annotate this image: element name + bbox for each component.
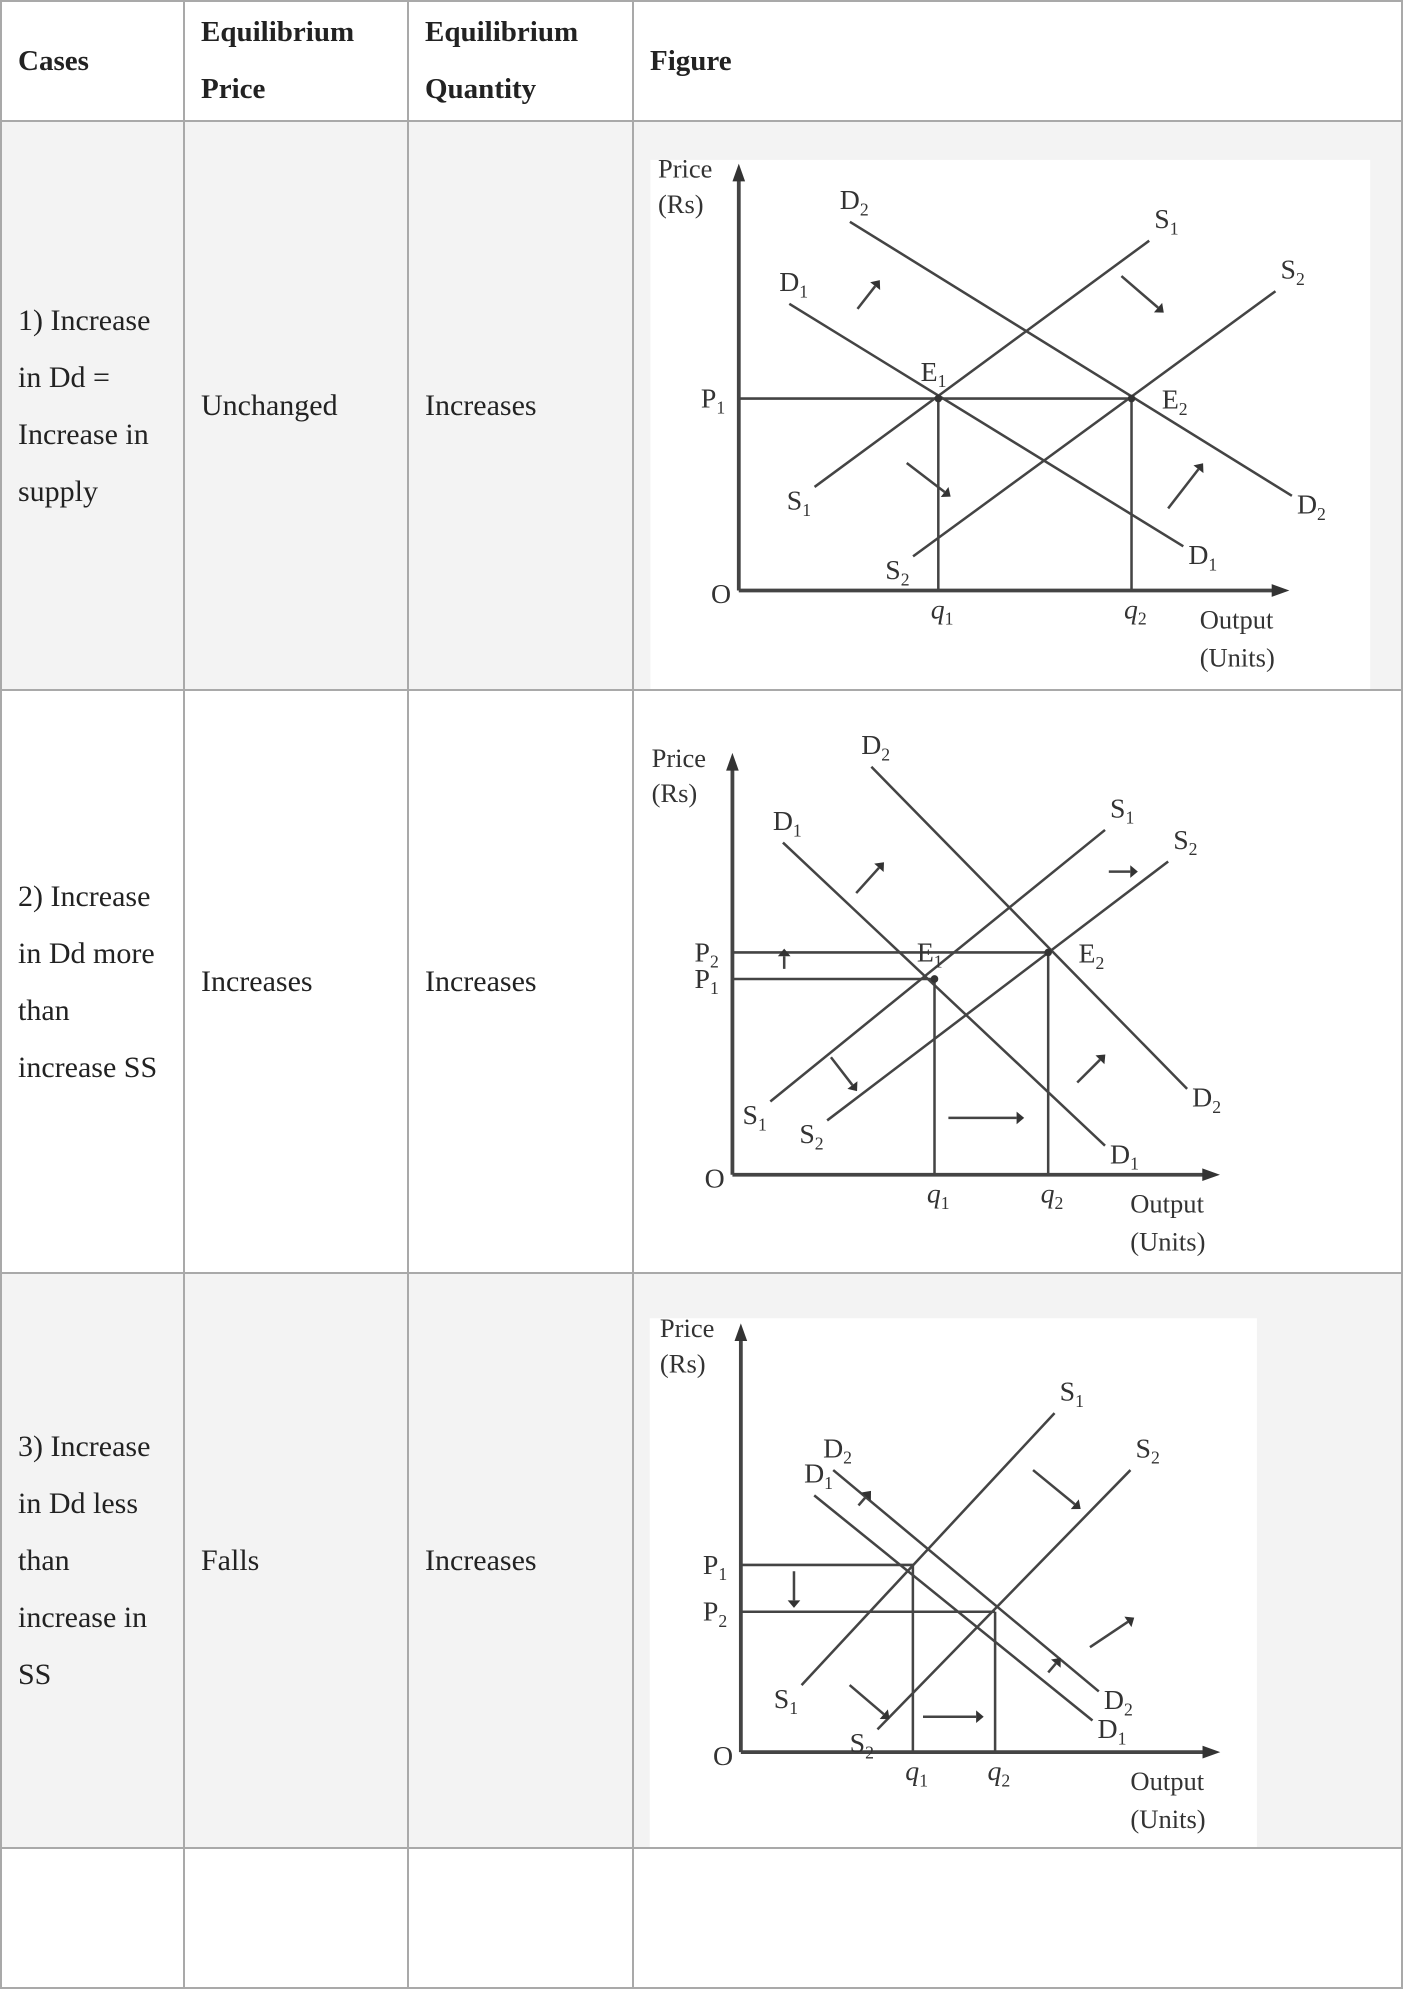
equilibrium-point xyxy=(1044,949,1052,957)
x-axis-label-1: Output xyxy=(1130,1188,1204,1219)
quantity-cell: Increases xyxy=(408,690,633,1273)
header-figure: Figure xyxy=(633,1,1402,121)
curve-label-start-S2: $S_2$ xyxy=(1280,254,1305,289)
equilibrium-label-E2: $E_2$ xyxy=(1078,938,1105,973)
figure-1-diagram xyxy=(634,122,1403,689)
equilibrium-label-E2: $E_2$ xyxy=(1161,384,1188,419)
y-axis-label-1: Price xyxy=(657,153,713,184)
x-axis-label-1: Output xyxy=(1199,604,1274,635)
curve-label-start-S2: $S_2$ xyxy=(1173,824,1198,860)
equilibrium-point xyxy=(1128,395,1136,403)
curve-label-end-S1: $S_1$ xyxy=(773,1683,799,1719)
table-row-empty xyxy=(1,1848,1402,1988)
quantity-label-q1: $q_1$ xyxy=(930,594,954,629)
curve-label-start-D2: $D_2$ xyxy=(839,185,869,220)
price-label-P1: $P_1$ xyxy=(700,383,726,418)
curve-label-end-D2: $D_2$ xyxy=(1103,1685,1133,1720)
table-row xyxy=(1,1273,1402,1848)
curve-label-start-D1: $D_1$ xyxy=(804,1458,834,1494)
origin-label: O xyxy=(711,579,732,611)
header-price: Equilibrium Price xyxy=(184,1,408,121)
header-quantity: Equilibrium Quantity xyxy=(408,1,633,121)
y-axis-label-1: Price xyxy=(651,742,707,773)
y-axis-label-2: (Rs) xyxy=(651,778,698,809)
header-row xyxy=(1,1,1402,121)
y-axis-label-2: (Rs) xyxy=(657,188,704,219)
curve-label-end-S1: $S_1$ xyxy=(742,1100,767,1135)
quantity-label-q1: $q_1$ xyxy=(926,1178,950,1213)
curve-label-start-D2: $D_2$ xyxy=(861,730,891,765)
curve-label-start-D2: $D_2$ xyxy=(823,1433,853,1468)
curve-label-end-D1: $D_1$ xyxy=(1188,539,1218,575)
case-cell: 1) Increase in Dd = Increase in supply xyxy=(1,121,184,690)
empty-cell xyxy=(408,1848,633,1988)
origin-label: O xyxy=(704,1163,725,1195)
x-axis-label-2: (Units) xyxy=(1199,642,1275,673)
curve-label-start-S1: $S_1$ xyxy=(1154,204,1179,239)
y-axis-label-1: Price xyxy=(659,1313,715,1344)
case-cell: 3) Increase in Dd less than increase in SS xyxy=(1,1273,184,1848)
x-axis-label-1: Output xyxy=(1130,1766,1205,1797)
figure-cell xyxy=(633,121,1402,690)
curve-label-end-D1: $D_1$ xyxy=(1110,1139,1139,1174)
empty-cell xyxy=(184,1848,408,1988)
figure-3-diagram xyxy=(634,1274,1403,1847)
curve-label-start-D1: $D_1$ xyxy=(772,805,802,841)
table-row xyxy=(1,121,1402,690)
curve-label-end-D2: $D_2$ xyxy=(1296,489,1326,524)
case-cell: 2) Increase in Dd more than increase SS xyxy=(1,690,184,1273)
price-cell: Unchanged xyxy=(184,121,408,690)
curve-label-end-S2: $S_2$ xyxy=(849,1728,874,1763)
quantity-cell: Increases xyxy=(408,1273,633,1848)
price-label-P2: $P_2$ xyxy=(702,1596,728,1631)
quantity-label-q2: $q_2$ xyxy=(987,1755,1011,1791)
price-label-P1: $P_1$ xyxy=(702,1549,728,1585)
x-axis-label-2: (Units) xyxy=(1130,1804,1206,1835)
price-label-P1: $P_1$ xyxy=(694,963,719,999)
price-label-P2: $P_2$ xyxy=(694,937,719,972)
empty-cell xyxy=(1,1848,184,1988)
equilibrium-point xyxy=(935,395,943,403)
quantity-label-q2: $q_2$ xyxy=(1123,594,1147,629)
curve-label-end-D2: $D_2$ xyxy=(1192,1082,1222,1117)
equilibrium-label-E1: $E_1$ xyxy=(920,356,947,392)
y-axis-label-2: (Rs) xyxy=(659,1348,706,1379)
origin-label: O xyxy=(713,1740,734,1772)
figure-2-diagram xyxy=(634,691,1403,1272)
curve-label-end-D1: $D_1$ xyxy=(1097,1714,1127,1749)
empty-cell xyxy=(633,1848,1402,1988)
curve-label-end-S2: $S_2$ xyxy=(885,555,910,590)
header-cases: Cases xyxy=(1,1,184,121)
figure-cell xyxy=(633,690,1402,1273)
equilibrium-label-E1: $E_1$ xyxy=(916,937,943,972)
curve-label-start-S2: $S_2$ xyxy=(1135,1433,1160,1468)
price-cell: Falls xyxy=(184,1273,408,1848)
quantity-cell: Increases xyxy=(408,121,633,690)
x-axis-label-2: (Units) xyxy=(1130,1226,1206,1257)
curve-label-start-S1: $S_1$ xyxy=(1059,1376,1084,1411)
price-cell: Increases xyxy=(184,690,408,1273)
curve-label-end-S1: $S_1$ xyxy=(786,485,812,520)
table-row xyxy=(1,690,1402,1273)
curve-label-start-S1: $S_1$ xyxy=(1110,793,1135,828)
curve-label-start-D1: $D_1$ xyxy=(779,267,809,302)
equilibrium-point xyxy=(931,975,939,983)
quantity-label-q2: $q_2$ xyxy=(1040,1178,1064,1213)
curve-label-end-S2: $S_2$ xyxy=(799,1119,824,1154)
quantity-label-q1: $q_1$ xyxy=(905,1755,929,1791)
figure-cell xyxy=(633,1273,1402,1848)
